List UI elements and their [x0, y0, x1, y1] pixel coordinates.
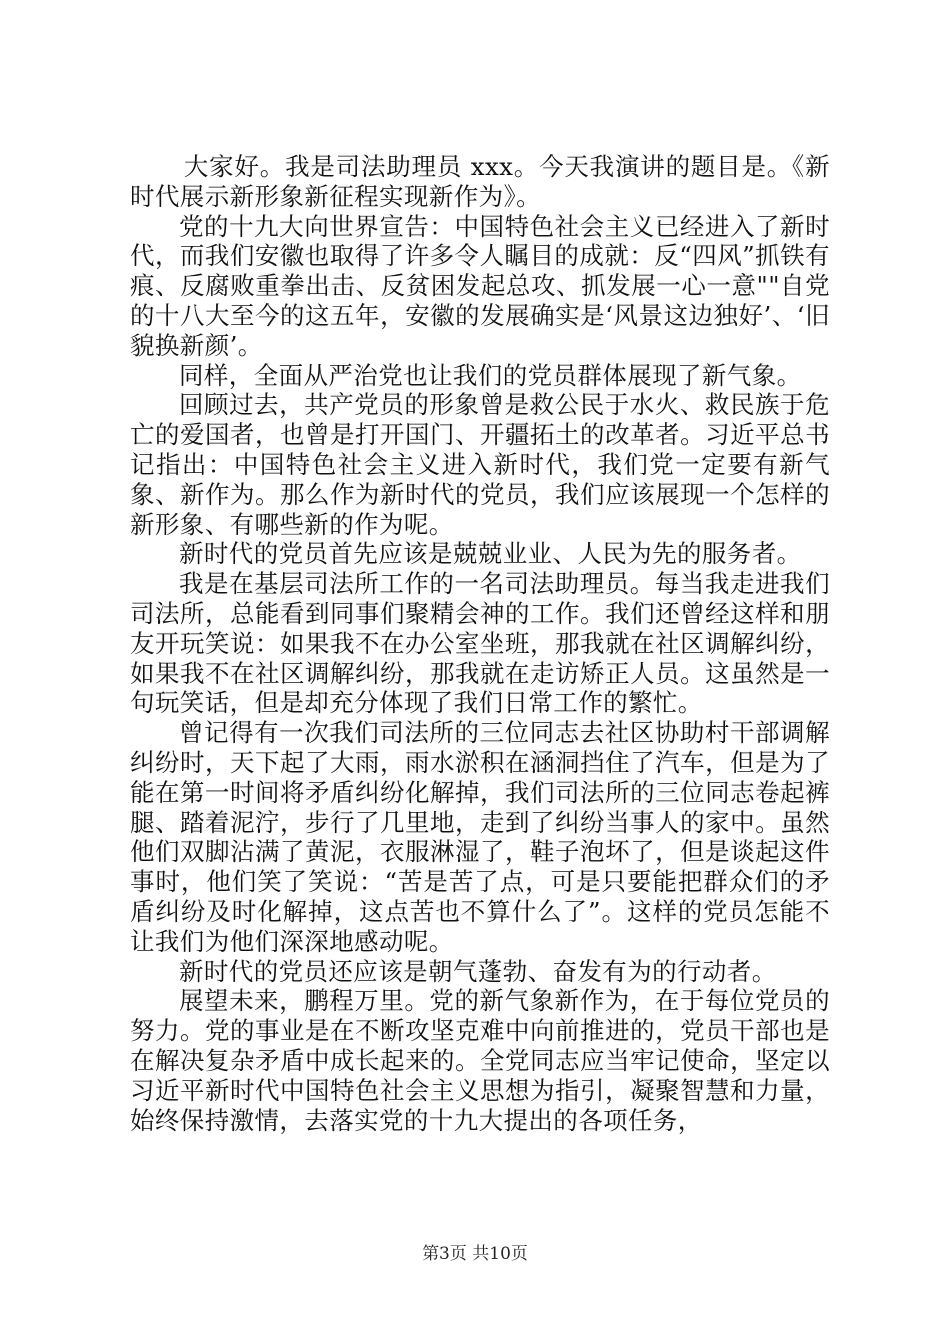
paragraph-actor-heading: 新时代的党员还应该是朝气蓬勃、奋发有为的行动者。	[179, 956, 777, 986]
paragraph-review-past: 回顾过去，共产党员的形象曾是救公民于水火、救民族于危亡的爱国者，也曾是打开国门、开疆拓土的改革者。习近平总书记指出：中国特色社会主义进入新时代，我们党一定要有新气象、新作为。那么作为新时代的党员，我们应该展现一个怎样的新形象、有哪些新的作为呢。	[130, 390, 830, 539]
document-body	[130, 152, 830, 1135]
page-number-footer: 第3页 共10页	[422, 1244, 528, 1264]
paragraph-future-outlook: 展望未来，鹏程万里。党的新气象新作为，在于每位党员的努力。党的事业是在不断攻坚克难中向前推进的，党员干部也是在解决复杂矛盾中成长起来的。全党同志应当牢记使命，坚定以习近平新时代中国特色社会主义思想为指引，凝聚智慧和力量，始终保持激情，去落实党的十九大提出的各项任务，	[130, 986, 830, 1135]
paragraph-judicial-assistant: 我是在基层司法所工作的一名司法助理员。每当我走进我们司法所，总能看到同事们聚精会神的工作。我们还曾经这样和朋友开玩笑说：如果我不在办公室坐班，那我就在社区调解纠纷，如果我不在社区调解纠纷，那我就在走访矫正人员。这虽然是一句玩笑话，但是却充分体现了我们日常工作的繁忙。	[130, 569, 830, 718]
paragraph-party-new-look: 同样，全面从严治党也让我们的党员群体展现了新气象。	[179, 360, 802, 390]
paragraph-servant-heading: 新时代的党员首先应该是兢兢业业、人民为先的服务者。	[179, 539, 802, 569]
paragraph-congress-declaration: 党的十九大向世界宣告：中国特色社会主义已经进入了新时代，而我们安徽也取得了许多令人瞩目的成就：反“四风”抓铁有痕、反腐败重拳出击、反贫困发起总攻、抓发展一心一意""自党的十八大至今的这五年，安徽的发展确实是‘风景这边独好’、‘旧貌换新颜’。	[130, 211, 830, 360]
paragraph-greeting: 大家好。我是司法助理员 xxx。今天我演讲的题目是。《新时代展示新形象新征程实现新作为》。	[130, 152, 830, 211]
paragraph-rain-story: 曾记得有一次我们司法所的三位同志去社区协助村干部调解纠纷时，天下起了大雨，雨水淤积在涵洞挡住了汽车，但是为了能在第一时间将矛盾纠纷化解掉，我们司法所的三位同志卷起裤腿、踏着泥泞，步行了几里地，走到了纠纷当事人的家中。虽然他们双脚沾满了黄泥，衣服淋湿了，鞋子泡坏了，但是谈起这件事时，他们笑了笑说：“苦是苦了点，可是只要能把群众们的矛盾纠纷及时化解掉，这点苦也不算什么了”。这样的党员怎能不让我们为他们深深地感动呢。	[130, 718, 830, 956]
